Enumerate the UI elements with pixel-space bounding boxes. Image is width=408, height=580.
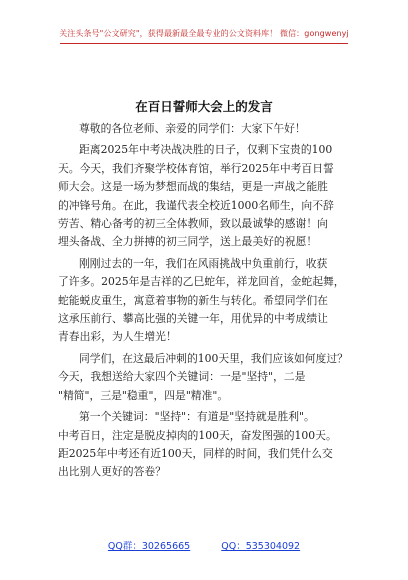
body-paragraph	[58, 255, 358, 347]
document-body	[58, 120, 358, 485]
paragraph-line: 青春出彩，为人生增光！	[58, 330, 177, 344]
body-paragraph	[58, 408, 358, 482]
paragraph-line: 刚刚过去的一年，我们在风雨挑战中负重前行，收获	[79, 256, 328, 270]
paragraph-line: 同学们，在这最后冲刺的100天里，我们应该如何度过？	[79, 351, 348, 365]
document-title: 在百日誓师大会上的发言	[135, 99, 273, 114]
body-paragraph	[58, 141, 358, 251]
qq-group-link[interactable]: QQ群：30265665	[107, 541, 191, 552]
paragraph-line: 的冲锋号角。在此，我谨代表全校近1000名师生，向不辞	[58, 198, 334, 212]
paragraph-line: 天。今天，我们齐聚学校体育馆，举行2025年中考百日誓	[58, 161, 334, 175]
paragraph-line: 这承压前行、攀高比强的关键一年，用优异的中考成绩让	[58, 312, 328, 326]
paragraph-line: 埋头备战、全力拼搏的初三同学，送上最美好的祝愿！	[58, 235, 318, 249]
qq-link[interactable]: QQ：535304092	[221, 541, 301, 552]
greeting: 尊敬的各位老师、亲爱的同学们：大家下午好！	[79, 122, 306, 135]
paragraph-line: 出比别人更好的答卷？	[58, 465, 166, 479]
header-notice: 关注头条号"公文研究"，获得最新最全最专业的公文资料库！ 微信：gongwenyj	[59, 29, 349, 38]
paragraph-line: "精简"，三是"稳重"，四是"精准"。	[58, 388, 229, 402]
paragraph-line: 距2025年中考还有近100天，同样的时间，我们凭什么交	[58, 446, 333, 460]
paragraph-line: 师大会。这是一场为梦想而战的集结，更是一声战之能胜	[58, 180, 328, 194]
paragraph-line: 中考百日，注定是脱皮掉肉的100天，奋发图强的100天。	[58, 428, 337, 442]
footer-contact	[0, 538, 408, 552]
header-divider	[60, 43, 348, 44]
paragraph-list	[58, 141, 358, 481]
paragraph-line: 第一个关键词："坚持"：有道是"坚持就是胜利"。	[79, 410, 315, 424]
paragraph-line: 了许多。2025年是吉祥的乙巳蛇年，祥龙回首，金蛇起舞，	[58, 275, 345, 289]
body-paragraph	[58, 350, 358, 405]
paragraph-line: 蛇能蜕皮重生，寓意着事物的新生与转化。希望同学们在	[58, 293, 328, 307]
paragraph-line: 劳苦、精心备考的初三全体教师，致以最诚挚的感谢！向	[58, 217, 328, 231]
paragraph-line: 今天，我想送给大家四个关键词：一是"坚持"，二是	[58, 370, 306, 384]
paragraph-line: 距离2025年中考决战决胜的日子，仅剩下宝贵的100	[79, 143, 333, 157]
